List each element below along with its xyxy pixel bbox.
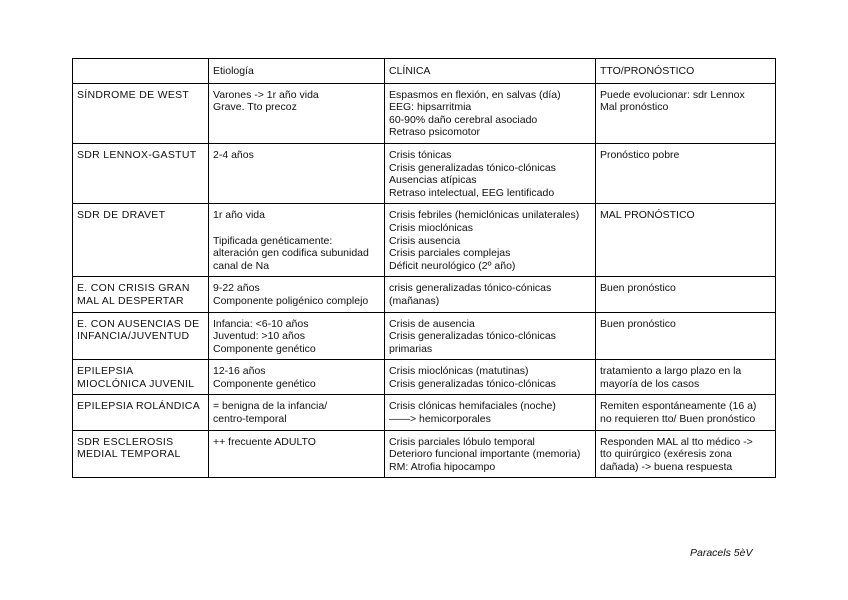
cell-line: Crisis parciales lóbulo temporal <box>389 435 535 448</box>
clinica-cell <box>385 277 596 312</box>
table-body <box>73 83 776 478</box>
cell-line: Crisis tónicas <box>389 148 452 161</box>
tto-pronostico-cell <box>596 277 776 312</box>
cell-line: EPILEPSIA ROLÁNDICA <box>77 400 200 413</box>
cell-line: Crisis mioclónicas <box>389 221 474 234</box>
etiologia-cell <box>209 83 385 143</box>
cell-line: SDR ESCLEROSIS <box>77 435 174 448</box>
cell-line: Juventud: >10 años <box>213 330 305 343</box>
cell-line: Crisis generalizadas tónico-clónicas <box>389 377 556 390</box>
cell-line: SÍNDROME DE WEST <box>77 88 190 101</box>
cell-line: 9-22 años <box>213 282 260 295</box>
cell-line: 60-90% daño cerebral asociado <box>389 113 538 126</box>
cell-line: Buen pronóstico <box>600 317 676 330</box>
cell-line: 2-4 años <box>213 148 254 161</box>
cell-line: crisis generalizadas tónico-cónicas <box>389 282 552 295</box>
cell-line: E. CON CRISIS GRAN <box>77 282 190 295</box>
header-tto-pronostico: TTO/PRONÓSTICO <box>596 59 776 84</box>
clinica-cell <box>385 143 596 203</box>
cell-line: tratamiento a largo plazo en la <box>600 365 742 378</box>
table-row <box>73 277 776 312</box>
cell-line: Buen pronóstico <box>600 282 676 295</box>
etiologia-cell <box>209 312 385 360</box>
cell-line: dañada) -> buena respuesta <box>600 460 733 473</box>
cell-line: Crisis clónicas hemifaciales (noche) <box>389 400 556 413</box>
cell-line: MIOCLÓNICA JUVENIL <box>77 377 195 390</box>
cell-line: Crisis de ausencia <box>389 317 475 330</box>
cell-line: Puede evolucionar: sdr Lennox <box>600 88 745 101</box>
table-row <box>73 143 776 203</box>
cell-line: MEDIAL TEMPORAL <box>77 448 181 461</box>
cell-line: Remiten espontáneamente (16 a) <box>600 400 757 413</box>
syndrome-name-cell <box>73 143 209 203</box>
cell-line: = benigna de la infancia/ <box>213 400 328 413</box>
table-header-row <box>73 59 776 84</box>
cell-line: canal de Na <box>213 259 270 272</box>
tto-pronostico-cell <box>596 312 776 360</box>
syndrome-name-cell <box>73 430 209 478</box>
cell-line: 1r año vida <box>213 209 265 222</box>
syndrome-name-cell <box>73 277 209 312</box>
syndrome-name-cell <box>73 360 209 395</box>
etiologia-cell <box>209 143 385 203</box>
table-row <box>73 83 776 143</box>
cell-line: SDR DE DRAVET <box>77 209 166 222</box>
tto-pronostico-cell <box>596 143 776 203</box>
cell-line: EPILEPSIA <box>77 365 134 378</box>
cell-line: tto quirúrgico (exéresis zona <box>600 448 732 461</box>
cell-line: Crisis ausencia <box>389 234 461 247</box>
cell-line: Mal pronóstico <box>600 101 669 114</box>
cell-line: Crisis febriles (hemiclónicas unilaterales) <box>389 209 580 222</box>
cell-line: E. CON AUSENCIAS DE <box>77 317 200 330</box>
cell-line: Crisis generalizadas tónico-clónicas <box>389 161 556 174</box>
tto-pronostico-cell <box>596 204 776 277</box>
header-empty-cell <box>73 59 209 84</box>
cell-line <box>213 222 381 235</box>
footer-signature: Paracels 5èV <box>690 547 753 559</box>
table-row <box>73 204 776 277</box>
tto-pronostico-cell <box>596 83 776 143</box>
cell-line: Ausencias atípicas <box>389 174 477 187</box>
etiologia-cell <box>209 277 385 312</box>
cell-line: MAL PRONÓSTICO <box>600 209 695 222</box>
cell-line: Infancia: <6-10 años <box>213 317 309 330</box>
clinica-cell <box>385 204 596 277</box>
cell-line: SDR LENNOX-GASTUT <box>77 148 197 161</box>
table-row <box>73 312 776 360</box>
syndrome-name-cell <box>73 83 209 143</box>
clinica-cell <box>385 430 596 478</box>
cell-line: alteración gen codifica subunidad <box>213 247 369 260</box>
syndrome-name-cell <box>73 204 209 277</box>
cell-line: Tipificada genéticamente: <box>213 234 333 247</box>
cell-line: Componente genético <box>213 342 316 355</box>
cell-line: centro-temporal <box>213 413 287 426</box>
etiologia-cell <box>209 360 385 395</box>
cell-line: primarias <box>389 342 433 355</box>
cell-line: EEG: hipsarritmia <box>389 101 472 114</box>
cell-line: (mañanas) <box>389 294 440 307</box>
header-clinica: CLÍNICA <box>385 59 596 84</box>
clinica-cell <box>385 395 596 430</box>
cell-line: mayoría de los casos <box>600 377 700 390</box>
cell-line: Varones -> 1r año vida <box>213 88 319 101</box>
cell-line: Grave. Tto precoz <box>213 101 297 114</box>
cell-line: no requieren tto/ Buen pronóstico <box>600 413 756 426</box>
cell-line: Retraso psicomotor <box>389 126 481 139</box>
etiologia-cell <box>209 395 385 430</box>
cell-line: 12-16 años <box>213 365 266 378</box>
cell-line: Componente poligénico complejo <box>213 294 369 307</box>
header-etiologia: Etiología <box>209 59 385 84</box>
cell-line: Crisis mioclónicas (matutinas) <box>389 365 529 378</box>
etiologia-cell <box>209 430 385 478</box>
tto-pronostico-cell <box>596 360 776 395</box>
cell-line: Componente genético <box>213 377 316 390</box>
cell-line: Déficit neurológico (2º año) <box>389 259 516 272</box>
cell-line: Pronóstico pobre <box>600 148 680 161</box>
clinica-cell <box>385 83 596 143</box>
cell-line: Crisis generalizadas tónico-clónicas <box>389 330 556 343</box>
syndrome-name-cell <box>73 312 209 360</box>
table-row <box>73 395 776 430</box>
table-row <box>73 430 776 478</box>
cell-line: ——> hemicorporales <box>389 413 491 426</box>
cell-line: Responden MAL al tto médico -> <box>600 435 753 448</box>
etiologia-cell <box>209 204 385 277</box>
cell-line: ++ frecuente ADULTO <box>213 435 316 448</box>
tto-pronostico-cell <box>596 430 776 478</box>
clinica-cell <box>385 312 596 360</box>
cell-line: MAL AL DESPERTAR <box>77 294 184 307</box>
cell-line: Deterioro funcional importante (memoria) <box>389 448 581 461</box>
syndrome-name-cell <box>73 395 209 430</box>
cell-line: Crisis parciales complejas <box>389 247 511 260</box>
cell-line: Espasmos en flexión, en salvas (día) <box>389 88 561 101</box>
cell-line: INFANCIA/JUVENTUD <box>77 330 190 343</box>
cell-line: Retraso intelectual, EEG lentificado <box>389 186 555 199</box>
epilepsy-syndromes-table <box>72 58 776 478</box>
cell-line: RM: Atrofia hipocampo <box>389 460 496 473</box>
clinica-cell <box>385 360 596 395</box>
table-row <box>73 360 776 395</box>
tto-pronostico-cell <box>596 395 776 430</box>
